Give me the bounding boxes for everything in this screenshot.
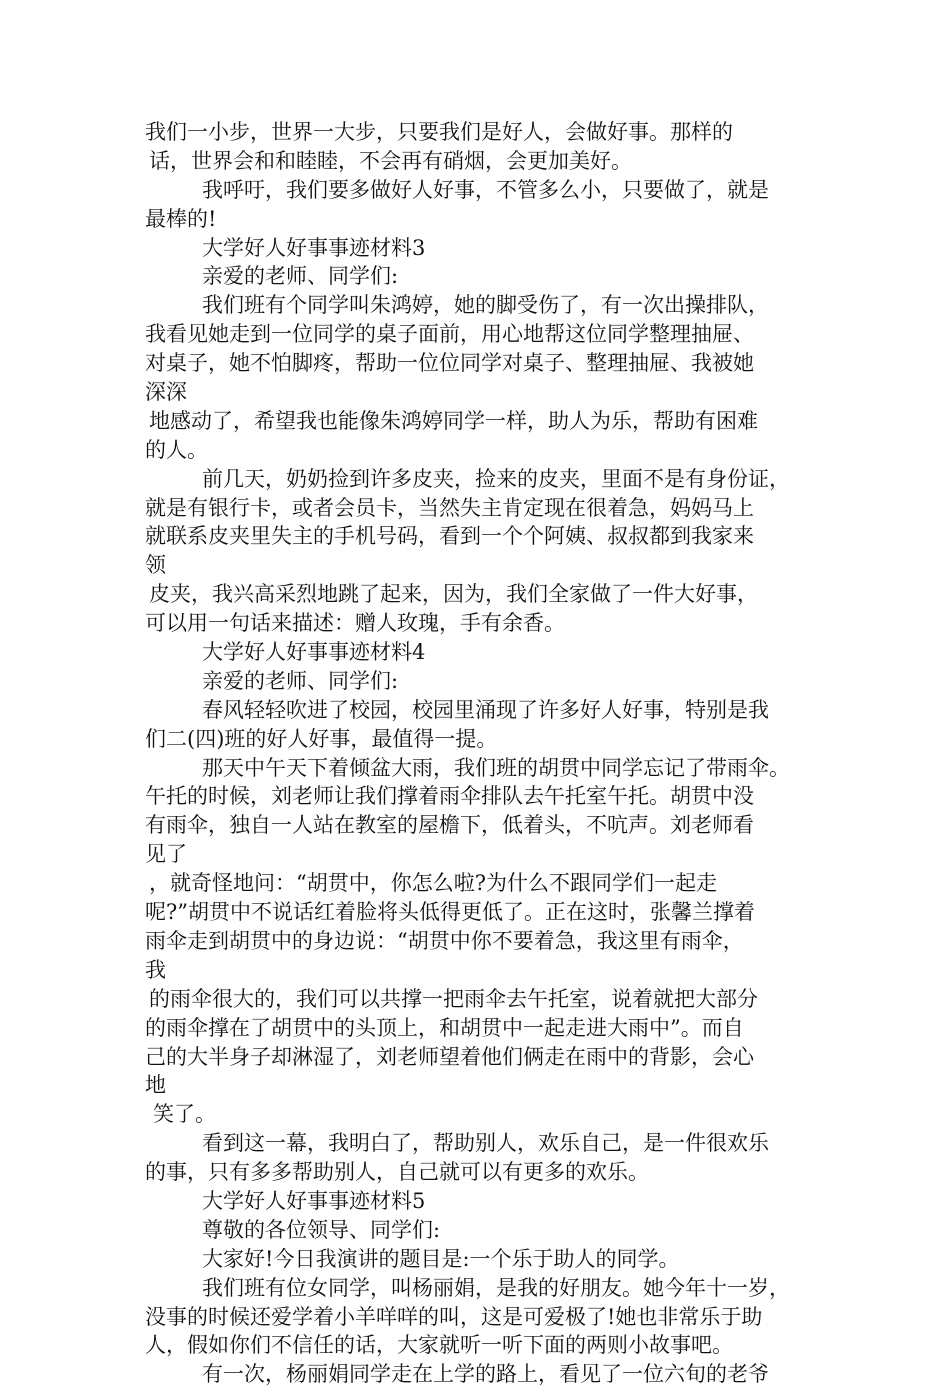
text-line: 看到这一幕，我明白了，帮助别人，欢乐自己，是一件很欢乐 [202, 1131, 769, 1156]
salutation: 尊敬的各位领导、同学们: [202, 1217, 441, 1242]
text-line: 我看见她走到一位同学的桌子面前，用心地帮这位同学整理抽屉、 [145, 322, 754, 347]
text-line: 的人。 [145, 437, 208, 462]
text-line: 我们班有个同学叫朱鸿婷，她的脚受伤了，有一次出操排队， [202, 293, 769, 318]
text-line: 己的大半身子却淋湿了，刘老师望着他们俩走在雨中的背影，会心 [145, 1044, 754, 1069]
text-line: 的雨伞撑在了胡贯中的头顶上，和胡贯中一起走进大雨中”。而自 [145, 1015, 744, 1040]
salutation: 亲爱的老师、同学们: [202, 668, 399, 693]
text-line: 我 [145, 957, 166, 982]
section-heading: 大学好人好事事迹材料3 [202, 235, 426, 260]
text-line: 人，假如你们不信任的话，大家就听一听下面的两则小故事吧。 [145, 1333, 733, 1358]
document-body [145, 118, 835, 1389]
text-line: 有雨伞，独自一人站在教室的屋檐下，低着头，不吭声。刘老师看 [145, 813, 754, 838]
text-line: 没事的时候还爱学着小羊咩咩的叫，这是可爱极了!她也非常乐于助 [145, 1304, 763, 1329]
text-line: 我呼吁，我们要多做好人好事，不管多么小，只要做了，就是 [202, 177, 769, 202]
text-line: 见了 [145, 842, 187, 867]
text-line: 雨伞走到胡贯中的身边说：“胡贯中你不要着急，我这里有雨伞， [145, 928, 744, 953]
text-line: 们二(四)班的好人好事，最值得一提。 [145, 726, 498, 751]
text-line: 午托的时候，刘老师让我们撑着雨伞排队去午托室午托。胡贯中没 [145, 784, 754, 809]
text-line: 地 [145, 1073, 166, 1098]
text-line: 呢?”胡贯中不说话红着脸将头低得更低了。正在这时，张馨兰撑着 [145, 900, 755, 925]
section-heading: 大学好人好事事迹材料5 [202, 1188, 426, 1213]
text-line: 有一次，杨丽娟同学走在上学的路上，看见了一位六旬的老爷 [202, 1362, 769, 1387]
text-line: 就联系皮夹里失主的手机号码，看到一个个阿姨、叔叔都到我家来 [145, 524, 754, 549]
text-line: 对桌子，她不怕脚疼，帮助一位位同学对桌子、整理抽屉、我被她 [145, 351, 754, 376]
section-heading: 大学好人好事事迹材料4 [202, 640, 426, 665]
text-line: 大家好!今日我演讲的题目是:一个乐于助人的同学。 [202, 1246, 680, 1271]
text-line: 前几天，奶奶捡到许多皮夹，捡来的皮夹，里面不是有身份证， [202, 466, 790, 491]
salutation: 亲爱的老师、同学们: [202, 264, 399, 289]
text-line: 领 [145, 553, 166, 578]
text-line: 春风轻轻吹进了校园，校园里涌现了许多好人好事，特别是我 [202, 697, 769, 722]
text-line: 可以用一句话来描述：赠人玫瑰，手有余香。 [145, 611, 565, 636]
text-line: 的事，只有多多帮助别人，自己就可以有更多的欢乐。 [145, 1160, 649, 1185]
text-line: 就是有银行卡，或者会员卡，当然失主肯定现在很着急，妈妈马上 [145, 495, 754, 520]
text-line: 深深 [145, 380, 187, 405]
text-line: 那天中午天下着倾盆大雨，我们班的胡贯中同学忘记了带雨伞。 [202, 755, 790, 780]
text-line: 笑了。 [153, 1102, 216, 1127]
text-line: 最棒的! [145, 206, 217, 231]
text-line: 我们班有位女同学，叫杨丽娟，是我的好朋友。她今年十一岁， [202, 1275, 790, 1300]
text-line: 的雨伞很大的，我们可以共撑一把雨伞去午托室，说着就把大部分 [149, 986, 758, 1011]
text-line: ，就奇怪地问：“胡贯中，你怎么啦?为什么不跟同学们一起走 [149, 871, 717, 896]
text-line: 皮夹，我兴高采烈地跳了起来，因为，我们全家做了一件大好事， [149, 582, 758, 607]
text-line: 地感动了，希望我也能像朱鸿婷同学一样，助人为乐，帮助有困难 [149, 408, 758, 433]
text-line: 话，世界会和和睦睦，不会再有硝烟，会更加美好。 [149, 148, 632, 173]
text-line: 我们一小步，世界一大步，只要我们是好人，会做好事。那样的 [145, 120, 733, 144]
